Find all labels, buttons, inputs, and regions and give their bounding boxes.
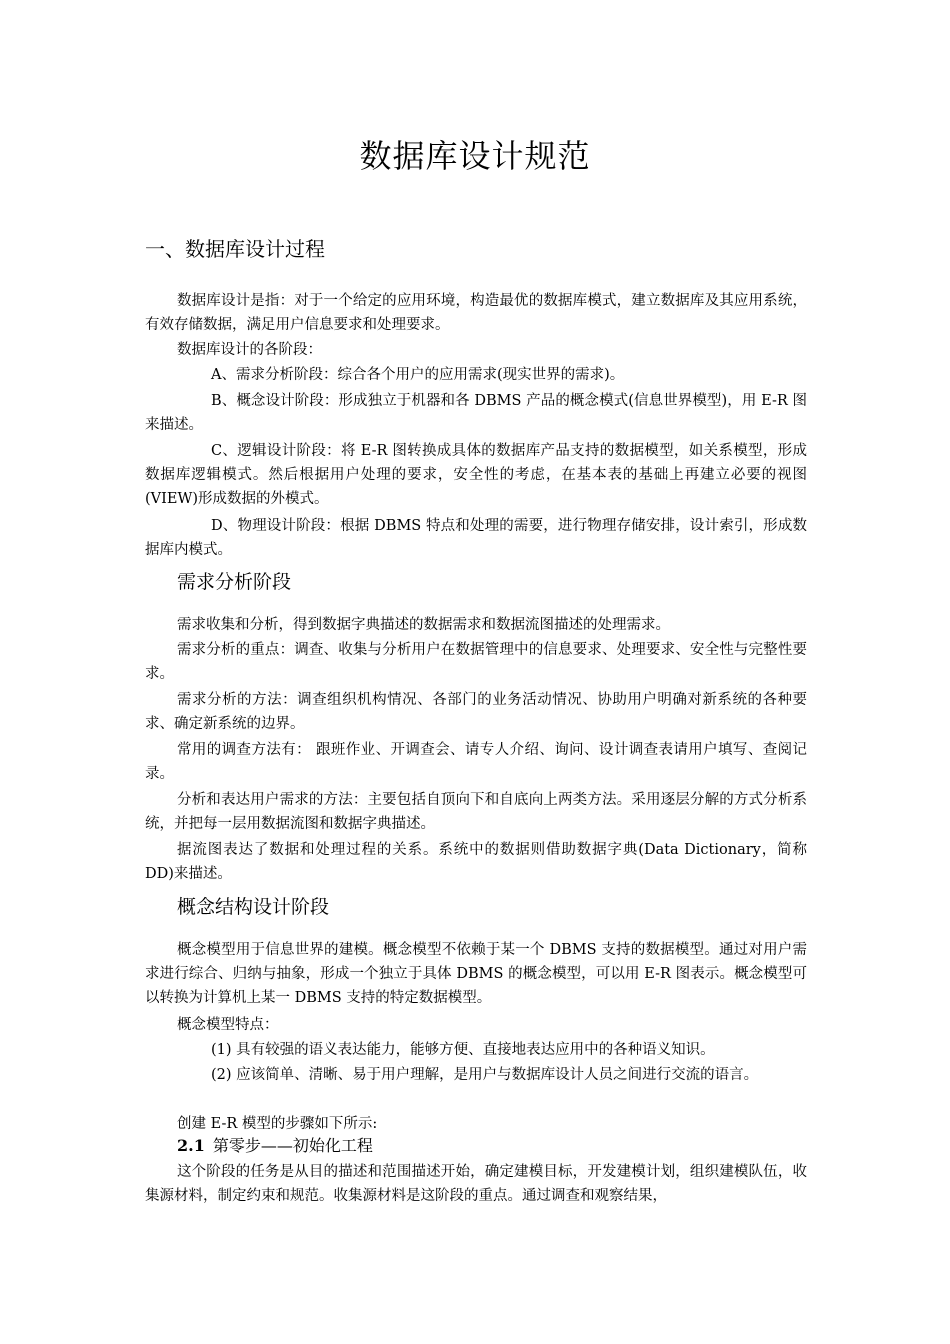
paragraph-req-4: 常用的调查方法有： 跟班作业、开调查会、请专人介绍、询问、设计调查表请用户填写、查阅记录。 bbox=[145, 742, 807, 782]
paragraph-step-zero: 这个阶段的任务是从目的描述和范围描述开始，确定建模目标，开发建模计划，组织建模队伍，收集源材料，制定约束和规范。收集源材料是这阶段的重点。通过调查和观察结果， bbox=[145, 1164, 807, 1204]
paragraph-stage-a: A、需求分析阶段：综合各个用户的应用需求(现实世界的需求)。 bbox=[211, 367, 625, 383]
paragraph-feature-1: (1) 具有较强的语义表达能力，能够方便、直接地表达应用中的各种语义知识。 bbox=[211, 1042, 715, 1058]
subsection-number: 2.1 bbox=[177, 1136, 205, 1155]
section-heading-design-process: 一、数据库设计过程 bbox=[145, 237, 325, 261]
paragraph-features-label: 概念模型特点： bbox=[177, 1017, 279, 1033]
paragraph-stage-d: D、物理设计阶段：根据 DBMS 特点和处理的需要，进行物理存储安排，设计索引，形成数据库内模式。 bbox=[145, 518, 807, 558]
paragraph-req-5: 分析和表达用户需求的方法：主要包括自顶向下和自底向上两类方法。采用逐层分解的方式分析系统，并把每一层用数据流图和数据字典描述。 bbox=[145, 792, 807, 832]
section-heading-requirements: 需求分析阶段 bbox=[177, 571, 292, 593]
page-title: 数据库设计规范 bbox=[359, 137, 591, 175]
paragraph-stage-c: C、逻辑设计阶段：将 E-R 图转换成具体的数据库产品支持的数据模型，如关系模型，形成数据库逻辑模式。然后根据用户处理的要求，安全性的考虑，在基本表的基础上再建立必要的视图(VIEW)形成数据的外模式。 bbox=[145, 443, 807, 507]
paragraph-stage-b: B、概念设计阶段：形成独立于机器和各 DBMS 产品的概念模式(信息世界模型)，用 E-R 图来描述。 bbox=[145, 393, 807, 433]
paragraph-steps-label: 创建 E-R 模型的步骤如下所示: bbox=[177, 1116, 378, 1132]
paragraph-req-2: 需求分析的重点：调查、收集与分析用户在数据管理中的信息要求、处理要求、安全性与完整性要求。 bbox=[145, 642, 807, 682]
subsection-heading-step-zero bbox=[177, 1134, 373, 1158]
paragraph-feature-2: (2) 应该简单、清晰、易于用户理解，是用户与数据库设计人员之间进行交流的语言。 bbox=[211, 1067, 759, 1083]
paragraph-stages-label: 数据库设计的各阶段： bbox=[177, 342, 322, 358]
paragraph-req-3: 需求分析的方法：调查组织机构情况、各部门的业务活动情况、协助用户明确对新系统的各种要求、确定新系统的边界。 bbox=[145, 692, 807, 732]
section-heading-concept: 概念结构设计阶段 bbox=[177, 896, 330, 918]
paragraph-intro: 数据库设计是指：对于一个给定的应用环境，构造最优的数据库模式，建立数据库及其应用系统，有效存储数据，满足用户信息要求和处理要求。 bbox=[145, 293, 807, 333]
paragraph-req-6: 据流图表达了数据和处理过程的关系。系统中的数据则借助数据字典(Data Dictionary，简称 DD)来描述。 bbox=[145, 842, 807, 882]
paragraph-req-1: 需求收集和分析，得到数据字典描述的数据需求和数据流图描述的处理需求。 bbox=[177, 617, 670, 633]
paragraph-concept-1: 概念模型用于信息世界的建模。概念模型不依赖于某一个 DBMS 支持的数据模型。通过对用户需求进行综合、归纳与抽象，形成一个独立于具体 DBMS 的概念模型，可以用 E-R 图表示。概念模型可以转换为计算机上某一 DBMS 支持的特定数据模型。 bbox=[145, 942, 807, 1006]
subsection-title: 第零步——初始化工程 bbox=[212, 1136, 373, 1155]
